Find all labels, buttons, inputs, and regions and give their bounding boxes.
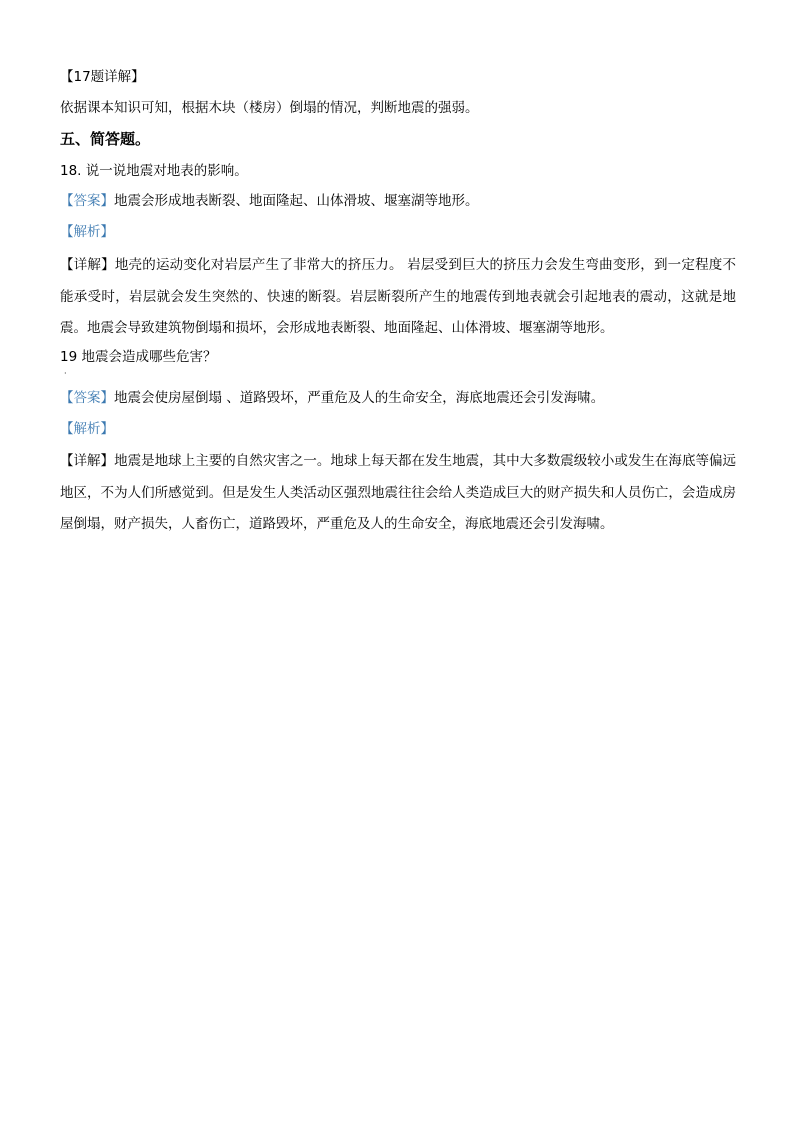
detail-label: 【详解】 xyxy=(60,257,115,273)
q17-detail-label: 【17题详解】 xyxy=(60,69,145,85)
q18-answer xyxy=(60,192,740,210)
q19-analysis-label xyxy=(60,420,740,438)
answer-label: 【答案】 xyxy=(60,390,114,406)
answer-label: 【答案】 xyxy=(60,193,114,209)
q19-detail xyxy=(60,446,736,541)
q19-answer xyxy=(60,389,740,407)
detail-label: 【详解】 xyxy=(60,453,115,469)
q18-analysis-label xyxy=(60,223,740,241)
analysis-label: 【解析】 xyxy=(60,421,114,437)
q18-detail xyxy=(60,250,736,345)
q19-question: 19 地震会造成哪些危害？ xyxy=(60,349,217,365)
detail-text: 地壳的运动变化对岩层产生了非常大的挤压力。 岩层受到巨大的挤压力会发生弯曲变形，到一定程度不能承受时，岩层就会发生突然的、快速的断裂。岩层断裂所产生的地震传到地表就会引起地表的震动，这就是地震。地震会导致建筑物倒塌和损坏，会形成地表断裂、地面隆起、山体滑坡、堰塞湖等地形。 xyxy=(60,257,737,336)
answer-text: 地震会使房屋倒塌 、道路毁坏，严重危及人的生命安全，海底地震还会引发海啸。 xyxy=(114,390,605,406)
analysis-label: 【解析】 xyxy=(60,224,114,240)
q18-question: 18. 说一说地震对地表的影响。 xyxy=(60,163,248,179)
detail-text: 地震是地球上主要的自然灾害之一。地球上每天都在发生地震，其中大多数震级较小或发生在海底等偏远地区，不为人们所感觉到。但是发生人类活动区强烈地震往往会给人类造成巨大的财产损失和人员伤亡，会造成房屋倒塌，财产损失，人畜伤亡，道路毁坏，严重危及人的生命安全，海底地震还会引发海啸。 xyxy=(60,453,737,532)
section-title: 五、简答题。 xyxy=(60,130,151,148)
q17-detail-text: 依据课本知识可知，根据木块（楼房）倒塌的情况，判断地震的强弱。 xyxy=(60,100,479,116)
answer-text: 地震会形成地表断裂、地面隆起、山体滑坡、堰塞湖等地形。 xyxy=(114,193,479,209)
stray-dot-mark: · xyxy=(64,369,67,378)
